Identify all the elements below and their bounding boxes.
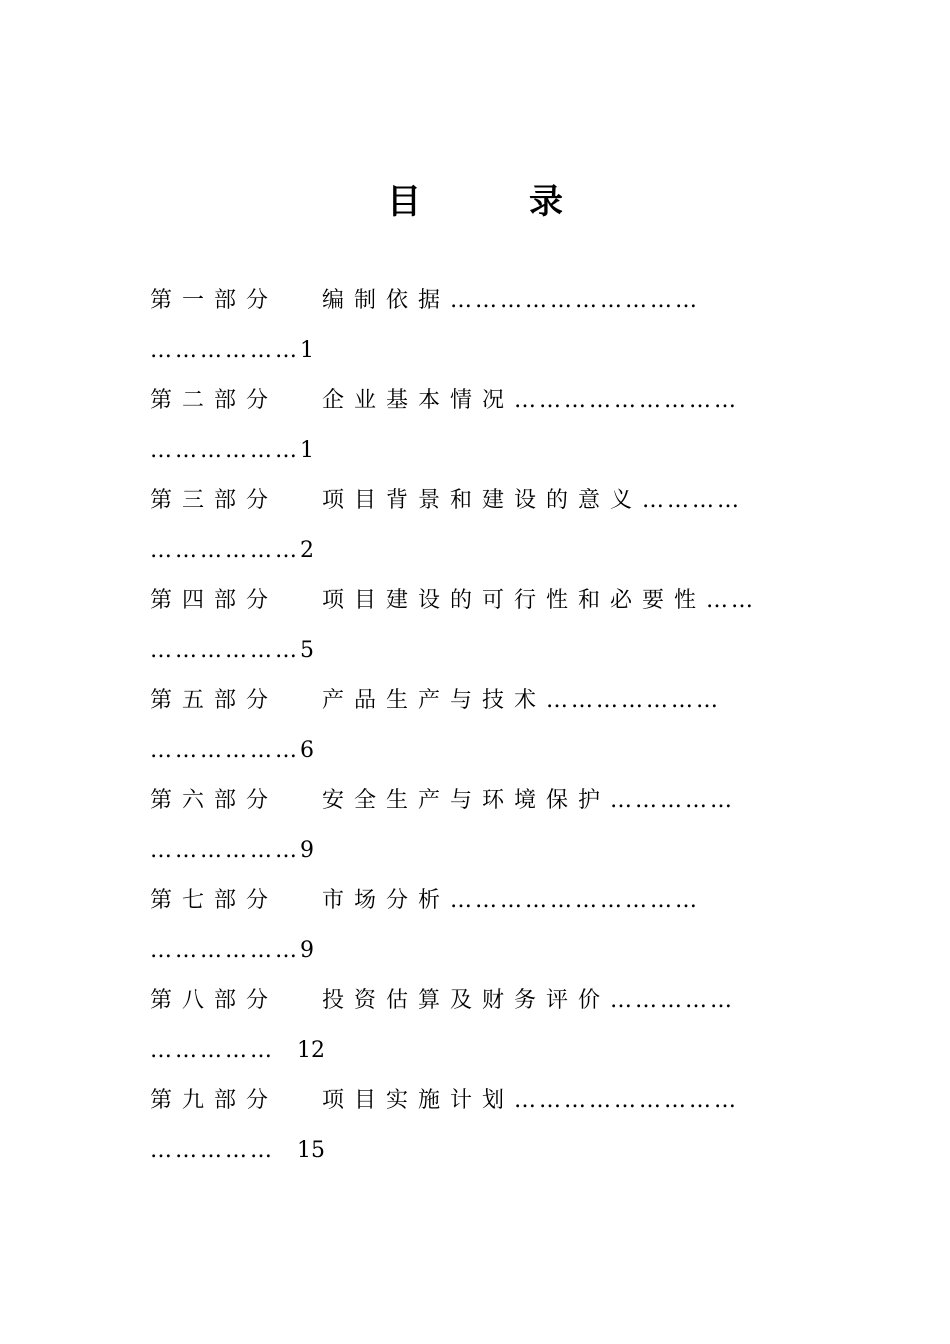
toc-heading: 市场分析 [322, 888, 451, 913]
toc-leader-continued: ……………… [150, 338, 300, 363]
toc-entry[interactable] [150, 776, 800, 876]
toc-leader: …………… [610, 988, 736, 1013]
toc-heading: 投资估算及财务评价 [322, 988, 611, 1013]
toc-part-label: 第三部分 [150, 488, 279, 513]
toc-part-label: 第五部分 [150, 688, 279, 713]
toc-heading: 编制依据 [322, 288, 451, 313]
toc-leader-continued: …………… [150, 1138, 275, 1163]
toc-leader: ……………………… [514, 388, 740, 413]
toc-entry[interactable] [150, 376, 800, 476]
toc-leader: ………………………… [450, 288, 701, 313]
toc-heading: 项目实施计划 [322, 1088, 515, 1113]
toc-leader: ………… [642, 488, 743, 513]
toc-part-label: 第七部分 [150, 888, 279, 913]
toc-leader: ……………………… [514, 1088, 740, 1113]
toc-page-number: 9 [300, 838, 314, 863]
toc-list [150, 276, 800, 1176]
toc-leader-continued: ……………… [150, 938, 300, 963]
toc-page-number: 6 [300, 738, 314, 763]
toc-title-right: 录 [529, 182, 563, 222]
toc-title-left: 目 [387, 182, 421, 222]
toc-heading: 产品生产与技术 [322, 688, 547, 713]
toc-part-label: 第八部分 [150, 988, 279, 1013]
toc-part-label: 第一部分 [150, 288, 279, 313]
toc-part-label: 第二部分 [150, 388, 279, 413]
toc-leader-continued: ……………… [150, 438, 300, 463]
toc-leader-continued: ……………… [150, 738, 300, 763]
toc-title [0, 176, 950, 228]
toc-page-number: 12 [297, 1038, 325, 1063]
toc-part-label: 第六部分 [150, 788, 279, 813]
toc-heading: 安全生产与环境保护 [322, 788, 611, 813]
toc-leader: …… [706, 588, 757, 613]
toc-entry[interactable] [150, 576, 800, 676]
toc-heading: 项目建设的可行性和必要性 [322, 588, 707, 613]
toc-entry[interactable] [150, 1076, 800, 1176]
toc-entry[interactable] [150, 476, 800, 576]
toc-page-number: 9 [300, 938, 314, 963]
toc-leader: …………… [610, 788, 736, 813]
toc-page-number: 1 [300, 438, 314, 463]
toc-leader-continued: ……………… [150, 838, 300, 863]
toc-leader: ………………………… [450, 888, 701, 913]
toc-leader: ………………… [546, 688, 722, 713]
toc-page-number: 1 [300, 338, 314, 363]
toc-heading: 项目背景和建设的意义 [322, 488, 643, 513]
toc-entry[interactable] [150, 276, 800, 376]
toc-leader-continued: …………… [150, 1038, 275, 1063]
toc-entry[interactable] [150, 976, 800, 1076]
toc-page-number: 5 [300, 638, 314, 663]
toc-part-label: 第四部分 [150, 588, 279, 613]
toc-part-label: 第九部分 [150, 1088, 279, 1113]
toc-leader-continued: ……………… [150, 638, 300, 663]
toc-page-number: 2 [300, 538, 314, 563]
toc-leader-continued: ……………… [150, 538, 300, 563]
toc-entry[interactable] [150, 876, 800, 976]
toc-heading: 企业基本情况 [322, 388, 515, 413]
toc-entry[interactable] [150, 676, 800, 776]
toc-page-number: 15 [297, 1138, 325, 1163]
